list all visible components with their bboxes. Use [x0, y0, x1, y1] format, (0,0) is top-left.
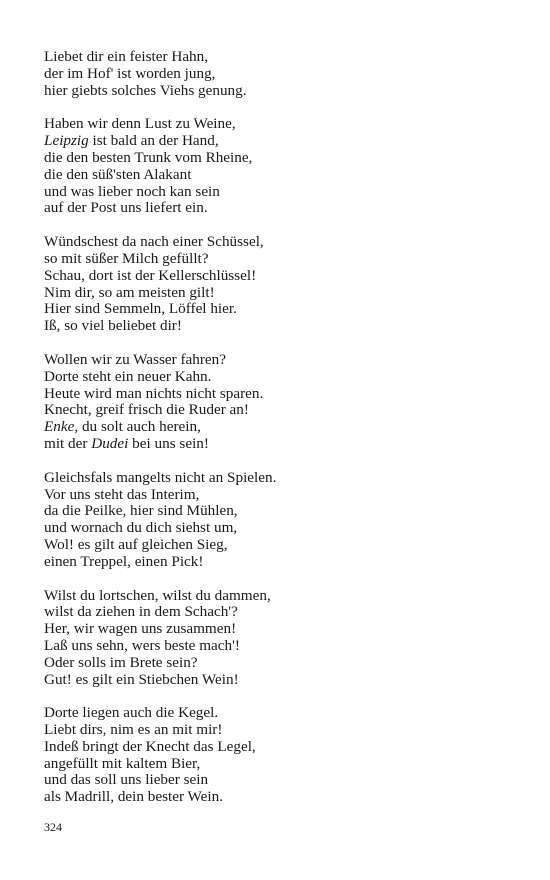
poem-line: [44, 705, 276, 722]
poem-line: [44, 537, 276, 554]
poem-line: [44, 133, 276, 150]
poem-line: [44, 470, 276, 487]
poem-line: [44, 789, 276, 806]
stanza: [44, 588, 276, 689]
stanza: [44, 234, 276, 335]
italic-text: Enke,: [44, 418, 79, 436]
line-text: angefüllt mit kaltem Bier,: [44, 754, 201, 772]
line-text: Schau, dort ist der Kellerschlüssel!: [44, 266, 257, 284]
poem-line: [44, 436, 276, 453]
poem-line: [44, 285, 276, 302]
stanza: [44, 49, 276, 99]
line-text: Oder solls im Brete sein?: [44, 653, 198, 671]
line-text: die den süß'sten Alakant: [44, 165, 192, 183]
line-text: Haben wir denn Lust zu Weine,: [44, 115, 236, 133]
line-text: einen Treppel, einen Pick!: [44, 552, 204, 570]
italic-text: Leipzig: [44, 132, 89, 150]
poem-line: [44, 520, 276, 537]
line-text: Gut! es gilt ein Stiebchen Wein!: [44, 670, 239, 688]
line-text: Heute wird man nichts nicht sparen.: [44, 384, 264, 402]
poem-line: [44, 487, 276, 504]
line-text: Wollen wir zu Wasser fahren?: [44, 350, 226, 368]
line-text: Vor uns steht das Interim,: [44, 485, 200, 503]
poem-line: [44, 83, 276, 100]
italic-text: Dudei: [91, 434, 129, 452]
poem-line: [44, 554, 276, 571]
line-text: die den besten Trunk vom Rheine,: [44, 148, 253, 166]
stanza: [44, 116, 276, 217]
poem-line: [44, 369, 276, 386]
poem-line: [44, 672, 276, 689]
poem-line: [44, 655, 276, 672]
poem-line: [44, 268, 276, 285]
poem-line: [44, 722, 276, 739]
line-text: Iß, so viel beliebet dir!: [44, 317, 182, 335]
poem-line: [44, 503, 276, 520]
poem-line: [44, 184, 276, 201]
poem-line: [44, 251, 276, 268]
line-text: und was lieber noch kan sein: [44, 182, 220, 200]
line-text: auf der Post uns liefert ein.: [44, 199, 208, 217]
line-text: Wilst du lortschen, wilst du dammen,: [44, 586, 271, 604]
line-text: Knecht, greif frisch die Ruder an!: [44, 401, 249, 419]
poem-line: [44, 49, 276, 66]
line-text: du solt auch herein,: [78, 418, 201, 436]
line-text: und das soll uns lieber sein: [44, 771, 209, 789]
stanza: [44, 470, 276, 571]
line-text: Wündschest da nach einer Schüssel,: [44, 233, 264, 251]
line-text: so mit süßer Milch gefüllt?: [44, 249, 209, 267]
line-text: da die Peilke, hier sind Mühlen,: [44, 502, 238, 520]
poem-line: [44, 419, 276, 436]
line-text: Gleichsfals mangelts nicht an Spielen.: [44, 468, 277, 486]
line-text: der im Hof' ist worden jung,: [44, 64, 216, 82]
poem-line: [44, 352, 276, 369]
poem-line: [44, 756, 276, 773]
line-text: ist bald an der Hand,: [88, 132, 219, 150]
poem-line: [44, 150, 276, 167]
line-text: als Madrill, dein bester Wein.: [44, 788, 224, 806]
poem-line: [44, 386, 276, 403]
line-text: Hier sind Semmeln, Löffel hier.: [44, 300, 237, 318]
line-text: bei uns sein!: [128, 434, 209, 452]
poem-line: [44, 318, 276, 335]
line-text: mit der: [44, 434, 92, 452]
poem-line: [44, 301, 276, 318]
poem-line: [44, 638, 276, 655]
poem-line: [44, 234, 276, 251]
poem-line: [44, 200, 276, 217]
stanza: [44, 705, 276, 806]
poem-line: [44, 402, 276, 419]
line-text: und wornach du dich siehst um,: [44, 519, 238, 537]
line-text: Laß uns sehn, wers beste mach'!: [44, 636, 240, 654]
poem-text: [44, 49, 276, 823]
line-text: Dorte steht ein neuer Kahn.: [44, 367, 212, 385]
line-text: Wol! es gilt auf gleichen Sieg,: [44, 535, 228, 553]
line-text: Liebet dir ein feister Hahn,: [44, 48, 209, 65]
poem-line: [44, 588, 276, 605]
line-text: Liebt dirs, nim es an mit mir!: [44, 721, 223, 739]
line-text: Indeß bringt der Knecht das Legel,: [44, 737, 256, 755]
page-number: 324: [44, 820, 62, 834]
poem-line: [44, 167, 276, 184]
line-text: Nim dir, so am meisten gilt!: [44, 283, 215, 301]
poem-line: [44, 621, 276, 638]
poem-line: [44, 116, 276, 133]
line-text: hier giebts solches Viehs genung.: [44, 81, 247, 99]
stanza: [44, 352, 276, 453]
line-text: Her, wir wagen uns zusammen!: [44, 620, 237, 638]
poem-line: [44, 772, 276, 789]
line-text: wilst da ziehen in dem Schach'?: [44, 603, 238, 621]
line-text: Dorte liegen auch die Kegel.: [44, 704, 219, 722]
poem-line: [44, 66, 276, 83]
poem-line: [44, 739, 276, 756]
poem-line: [44, 604, 276, 621]
